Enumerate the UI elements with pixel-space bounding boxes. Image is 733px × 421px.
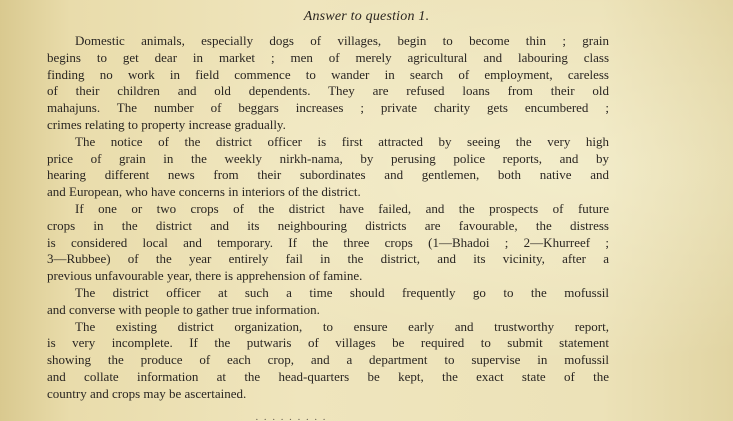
text-line: The notice of the district officer is first attracted by seeing the very high — [75, 133, 609, 149]
text-line: crops in the district and its neighbouring districts are favourable, the distress — [47, 217, 609, 233]
text-line: The district officer at such a time should frequently go to the mofussil — [75, 284, 609, 300]
text-line: mahajuns. The number of beggars increases ; private charity gets encumbered ; — [47, 100, 609, 116]
text-line: The existing district organization, to ensure early and trustworthy report, — [75, 318, 609, 334]
text-line: begins to get dear in market ; men of merely agricultural and labouring class — [47, 49, 609, 65]
text-line: hearing different news from their subordinates and gentlemen, both native and — [47, 167, 609, 183]
text-line: country and crops may be ascertained. — [47, 385, 247, 401]
body-text — [47, 33, 609, 403]
text-line: and collate information at the head-quarters be kept, the exact state of the — [47, 368, 609, 384]
text-line: price of grain in the weekly nirkh-nama, by perusing police reports, and by — [47, 150, 609, 166]
text-line: of their children and old dependents. They are refused loans from their old — [47, 83, 609, 99]
text-line: 3—Rubbee) of the year entirely fail in the district, and its vicinity, after a — [47, 251, 609, 267]
text-line: is very incomplete. If the putwaris of villages be required to submit statement — [47, 335, 609, 351]
text-line: Domestic animals, especially dogs of villages, begin to become thin ; grain — [75, 33, 609, 48]
text-line: and European, who have concerns in interiors of the district. — [47, 184, 361, 200]
page-heading: Answer to question 1. — [303, 9, 430, 24]
text-line: and converse with people to gather true information. — [47, 301, 320, 317]
text-line: is considered local and temporary. If the three crops (1—Bhadoi ; 2—Khurreef ; — [47, 234, 609, 250]
text-line: previous unfavourable year, there is apprehension of famine. — [47, 268, 363, 284]
text-line: If one or two crops of the district have failed, and the prospects of future — [75, 200, 609, 216]
text-line: showing the produce of each crop, and a department to supervise in mofussil — [47, 352, 609, 368]
cut-off-line: · · · · · · · · · — [255, 414, 327, 421]
text-line: crimes relating to property increase gradually. — [47, 116, 286, 132]
text-line: finding no work in field commence to wander in search of employment, careless — [47, 66, 609, 82]
